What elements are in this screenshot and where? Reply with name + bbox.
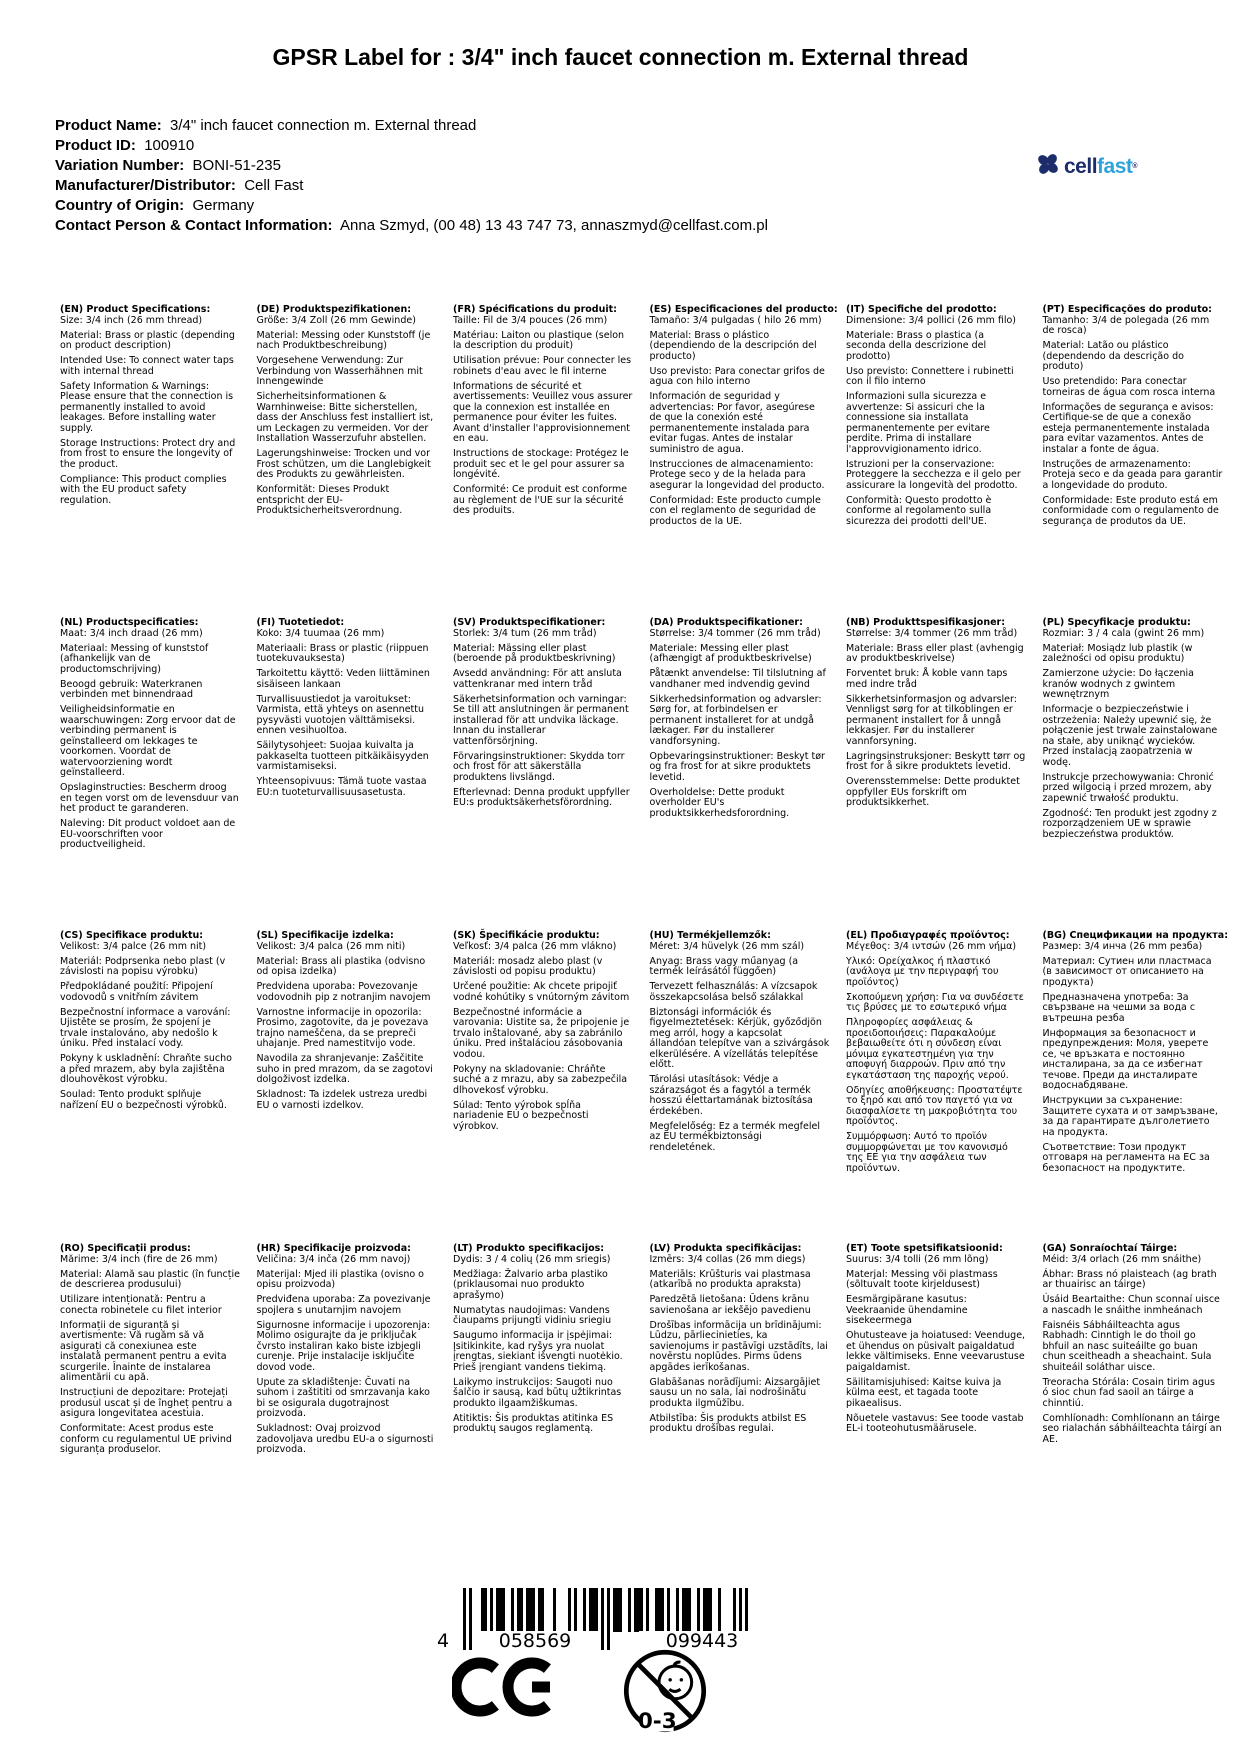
spec-paragraph: Dimensione: 3/4 pollici (26 mm filo) [846,314,1016,326]
spec-paragraph: Mărime: 3/4 inch (fire de 26 mm) [60,1253,218,1265]
language-spec-paragraphs [453,316,633,517]
spec-paragraph: Sigurnosne informacije i upozorenja: Molimo osigurajte da je priključak čvrsto instaliran kako biste izbjegli curenje. Prije instalacije isključite dovod vode. [256,1319,431,1373]
spec-paragraph: Drošības informācija un brīdinājumi: Lūdzu, pārliecinieties, ka savienojums ir pastāvīgi uzstādīts, lai novērstu noplūdes. Pirms ūdens apgādes ierīkošanas. [649,1319,828,1373]
spec-paragraph: Uso previsto: Para conectar grifos de agua con hilo interno [649,365,825,387]
spec-paragraph: Paredzētā lietošana: Ūdens krānu savienošana ar iekšējo pavedienu [649,1294,811,1316]
language-spec-paragraphs [60,1255,240,1456]
clover-icon [1036,152,1060,180]
spec-paragraph: Materiale: Brass o plastica (a seconda della descrizione del prodotto) [846,329,987,362]
product-info-line [55,216,955,236]
language-spec-cell [60,931,240,1244]
spec-paragraph: Материал: Сутиен или пластмаса (в зависимост от описанието на продукта) [1042,955,1212,988]
language-spec-heading: (PL) Specyfikacje produktu: [1042,617,1191,628]
spec-paragraph: Biztonsági információk és figyelmeztetések: Kérjük, győződjön meg arról, hogy a kapcsolat állandóan telepítve van a szivárgások elkerülésére. A vízellátás telepítése előtt. [649,1006,830,1070]
language-spec-paragraphs [650,629,830,820]
spec-paragraph: Predviđena uporaba: Za povezivanje spojlera s unutarnjim navojem [256,1294,431,1316]
spec-paragraph: Velikost: 3/4 palca (26 mm niti) [256,940,406,952]
spec-paragraph: Ábhar: Brass nó plaisteach (ag brath ar thuairisc an táirge) [1042,1268,1217,1290]
language-spec-heading: (HU) Termékjellemzők: [649,930,771,941]
language-spec-cell [1042,930,1229,1244]
product-info-block [55,116,955,236]
language-spec-paragraphs [60,629,240,851]
spec-paragraph: Informações de segurança e avisos: Certifique-se de que a conexão esteja permanentemente instalada para evitar vazamentos. Antes de instalar a fonte de água. [1042,401,1214,455]
language-spec-heading: (HR) Specifikacije proizvoda: [256,1243,411,1254]
spec-paragraph: Πληροφορίες ασφάλειας & προειδοποιήσεις: Παρακαλούμε βεβαιωθείτε ότι η σύνδεση είναι μόνιμα εγκατεστημένη για την αποφυγή διαρροών. Πριν από την εγκατάσταση της παροχής νερού. [846,1017,1009,1081]
spec-paragraph: Velikost: 3/4 palce (26 mm nit) [60,940,207,952]
language-spec-heading: (NB) Produkttspesifikasjoner: [846,617,1006,628]
logo-wordmark [1064,156,1137,177]
spec-paragraph: Μέγεθος: 3/4 ιντσών (26 mm νήμα) [846,940,1017,952]
spec-paragraph: Größe: 3/4 Zoll (26 mm Gewinde) [256,314,416,326]
spec-paragraph: Soulad: Tento produkt splňuje nařízení EU o bezpečnosti výrobků. [60,1089,227,1111]
language-spec-paragraphs [650,1255,830,1435]
spec-paragraph: Utilizare intenționată: Pentru a conecta robinetele cu filet interior [60,1294,222,1316]
spec-paragraph: Forventet bruk: Å koble vann taps med indre tråd [846,668,1008,690]
spec-paragraph: Eesmärgipärane kasutus: Veekraanide ühendamine sisekeermega [846,1294,968,1326]
language-spec-heading: (SV) Produktspecifikationer: [453,617,606,628]
spec-paragraph: Material: Latão ou plástico (dependendo da descrição do produto) [1042,340,1184,372]
spec-paragraph: Súlad: Tento výrobok spĺňa nariadenie EÚ o bezpečnosti výrobkov. [453,1099,589,1132]
language-spec-heading: (DE) Produktspezifikationen: [256,304,412,315]
spec-paragraph: Σκοπούμενη χρήση: Για να συνδέσετε τις βρύσες με το εσωτερικό νήμα [846,991,1024,1013]
spec-paragraph: Sikkerhedsinformation og advarsler: Sørg for, at forbindelsen er permanent installeret for at undgå lækager. Før du installerer vandforsyning. [649,693,822,747]
language-spec-cell [1043,305,1223,618]
spec-paragraph: Materiaali: Brass or plastic (riippuen tuotekuvauksesta) [256,642,429,664]
product-info-line [55,176,955,196]
spec-paragraph: Storage Instructions: Protect dry and from frost to ensure the longevity of the product. [60,437,236,470]
spec-paragraph: Taille: Fil de 3/4 pouces (26 mm) [453,314,608,326]
language-spec-cell [1043,1244,1223,1557]
product-info-value: Germany [192,197,255,214]
language-spec-cell [60,618,240,931]
spec-paragraph: Sicherheitsinformationen & Warnhinweise: Bitte sicherstellen, dass der Anschluss fest installiert ist, um Leckagen zu vermeiden. Vor der Installation Wasserzufuhr abstellen. [256,391,434,444]
spec-paragraph: Istruzioni per la conservazione: Proteggere la secchezza e il gelo per assicurare la longevità del prodotto. [846,458,1021,491]
language-spec-heading: (CS) Specifikace produktu: [60,930,204,941]
spec-paragraph: Atitiktis: Šis produktas atitinka ES produktų saugos reglamentą. [453,1412,614,1434]
spec-paragraph: Efterlevnad: Denna produkt uppfyller EU:s produktsäkerhetsförordning. [453,786,630,808]
spec-paragraph: Intended Use: To connect water taps with internal thread [60,355,234,377]
language-spec-heading: (SK) Špecifikácie produktu: [453,930,600,941]
spec-paragraph: Materiāls: Krūšturis vai plastmasa (atkarībā no produkta apraksta) [649,1268,811,1290]
spec-paragraph: Συμμόρφωση: Αυτό το προϊόν συμμορφώνεται με τον κανονισμό της ΕΕ για την ασφάλεια των προϊόντων. [846,1131,1008,1174]
spec-paragraph: Инструкции за съхранение: Защитете сухата и от замръзване, за да гарантирате дълголетието на продукта. [1042,1095,1218,1138]
spec-paragraph: Υλικό: Ορείχαλκος ή πλαστικό (ανάλογα με την περιγραφή του προϊόντος) [846,955,999,988]
spec-paragraph: Zgodność: Ten produkt jest zgodny z rozporządzeniem UE w sprawie bezpieczeństwa produktów. [1042,807,1217,840]
spec-paragraph: Lagerungshinweise: Trocken und vor Frost schützen, um die Langlebigkeit des Produkts zu gewährleisten. [256,448,431,480]
language-spec-heading: (RO) Specificații produs: [60,1243,191,1254]
barcode-left-digits: 058569 [472,1631,598,1651]
language-spec-heading: (ET) Toote spetsifikatsioonid: [846,1243,1003,1254]
spec-paragraph: Anyag: Brass vagy műanyag (a termék leírásától függően) [649,955,799,977]
product-info-value: BONI-51-235 [192,157,281,174]
language-spec-cell [453,931,633,1244]
spec-paragraph: Konformität: Dieses Produkt entspricht der EU-Produktsicherheitsverordnung. [256,484,403,516]
language-spec-heading: (DA) Produktspecifikationer: [649,617,803,628]
language-spec-paragraphs [257,316,437,517]
language-spec-paragraphs [453,942,633,1133]
spec-paragraph: Bezpečnostné informácie a varovania: Uistite sa, že pripojenie je trvalo inštalované, aby sa zabránilo úniku. Pred inštaláciou zásobovania vodou. [453,1006,630,1060]
ean13-barcode [437,1588,739,1656]
spec-paragraph: Informacje o bezpieczeństwie i ostrzeżenia: Należy upewnić się, że połączenie jest trwale zainstalowane na stałe, aby uniknąć wycieków. Przed instalacją zaopatrzenia w wodę. [1042,704,1218,768]
product-info-value: Anna Szmyd, (00 48) 13 43 747 73, annaszmyd@cellfast.com.pl [340,217,768,234]
spec-paragraph: Overholdelse: Dette produkt overholder EU's produktsikkerhedsforordning. [649,786,790,819]
spec-paragraph: Treoracha Stórála: Cosain tirim agus ó sioc chun fad saoil an táirge a chinntiú. [1042,1376,1215,1409]
spec-paragraph: Izmērs: 3/4 collas (26 mm diegs) [649,1253,806,1265]
spec-paragraph: Matériau: Laiton ou plastique (selon la description du produit) [453,329,625,351]
spec-paragraph: Upute za skladištenje: Čuvati na suhom i zaštititi od smrzavanja kako bi se osigurala dugotrajnost proizvoda. [256,1376,430,1419]
spec-paragraph: Suurus: 3/4 tolli (26 mm lõng) [846,1253,989,1265]
spec-paragraph: Faisnéis Sábháilteachta agus Rabhadh: Cinntigh le do thoil go bhfuil an nasc suiteáilte go buan chun sceitheadh a sheachaint. Sula shuiteáil soláthar uisce. [1042,1319,1212,1373]
spec-paragraph: Skladnost: Ta izdelek ustreza uredbi EU o varnosti izdelkov. [256,1089,428,1111]
spec-paragraph: Yhteensopivuus: Tämä tuote vastaa EU:n tuoteturvallisuusasetusta. [256,776,427,798]
language-spec-paragraphs [257,1255,437,1456]
language-spec-cell [650,931,830,1244]
spec-paragraph: Materijal: Mjed ili plastika (ovisno o opisu proizvoda) [256,1268,424,1290]
spec-paragraph: Glabāšanas norādījumi: Aizsargājiet sausu un no sala, lai nodrošinātu produkta ilgmūžību. [649,1376,821,1409]
spec-paragraph: Zamierzone użycie: Do łączenia kranów wodnych z gwintem wewnętrznym [1042,668,1194,700]
ce-mark-icon [452,1656,564,1722]
spec-paragraph: Veľkosť: 3/4 palca (26 mm vlákno) [453,940,617,952]
language-spec-paragraphs [1043,316,1223,528]
language-spec-heading: (GA) Sonraíochtaí Táirge: [1042,1243,1178,1254]
product-info-value: 100910 [144,137,195,154]
language-spec-paragraphs [257,629,437,799]
spec-paragraph: Material: Brass o plástico (dependiendo de la descripción del producto) [649,329,817,362]
spec-paragraph: Materiał: Mosiądz lub plastik (w zależności od opisu produktu) [1042,642,1193,664]
language-spec-heading: (LV) Produkta specifikācijas: [649,1243,802,1254]
spec-paragraph: Material: Alamă sau plastic (în funcție de descrierea produsului) [60,1268,240,1290]
spec-paragraph: Beoogd gebruik: Waterkranen verbinden met binnendraad [60,678,203,700]
spec-paragraph: Uso pretendido: Para conectar torneiras de água com rosca interna [1042,376,1216,398]
spec-paragraph: Informations de sécurité et avertissements: Veuillez vous assurer que la connexion est installée en permanence pour éviter les fuites. Avant d'installer l'approvisionnement en eau. [453,380,633,444]
spec-paragraph: Størrelse: 3/4 tommer (26 mm tråd) [846,627,1018,639]
language-spec-cell [846,618,1026,931]
spec-paragraph: Tamaño: 3/4 pulgadas ( hilo 26 mm) [649,314,822,326]
spec-paragraph: Materiaal: Messing of kunststof (afhankelijk van de productomschrijving) [60,642,209,675]
cellfast-logo [1036,152,1137,180]
spec-paragraph: Veiligheidsinformatie en waarschuwingen: Zorg ervoor dat de verbinding permanent is geïnstalleerd om lekkages te voorkomen. Voordat de watervoorziening wordt geïnstalleerd. [60,704,236,778]
language-spec-cell [650,618,830,931]
spec-paragraph: Maat: 3/4 inch draad (26 mm) [60,627,203,639]
spec-paragraph: Предназначена употреба: За свързване на чешми за вода с вътрешна резба [1042,991,1196,1024]
spec-paragraph: Sukladnost: Ovaj proizvod zadovoljava uredbu EU-a o sigurnosti proizvoda. [256,1423,434,1455]
spec-paragraph: Material: Messing oder Kunststoff (je nach Produktbeschreibung) [256,329,431,351]
language-spec-heading: (NL) Productspecificaties: [60,617,199,628]
spec-paragraph: Lagringsinstruksjoner: Beskytt tørr og frost for å sikre produktets levetid. [846,750,1026,772]
spec-paragraph: Conformité: Ce produit est conforme au règlement de l'UE sur la sécurité des produits. [453,484,628,516]
product-info-value: Cell Fast [244,177,304,194]
spec-paragraph: Navodila za shranjevanje: Zaščitite suho in pred mrazom, da se zagotovi dolgoživost izdelka. [256,1053,433,1085]
spec-paragraph: Compliance: This product complies with the EU product safety regulation. [60,473,227,506]
spec-paragraph: Material: Brass or plastic (depending on product description) [60,329,235,351]
spec-paragraph: Predvidena uporaba: Povezovanje vodovodnih pip z notranjim navojem [256,981,431,1003]
language-spec-cell [453,1244,633,1557]
language-spec-cell [453,305,633,618]
language-spec-heading: (PT) Especificações do produto: [1042,304,1212,315]
spec-paragraph: Koko: 3/4 tuumaa (26 mm) [256,627,385,639]
language-spec-paragraphs [650,316,830,528]
language-spec-paragraphs [846,629,1026,809]
spec-paragraph: Conformidad: Este producto cumple con el reglamento de seguridad de productos de la UE. [649,494,821,527]
spec-paragraph: Varnostne informacije in opozorila: Prosimo, zagotovite, da je povezava trajno nameščena, da se prepreči uhajanje. Pred namestitvijo vode. [256,1006,429,1049]
spec-paragraph: Conformitate: Acest produs este conform cu regulamentul UE privind siguranța produselor. [60,1423,232,1455]
language-spec-cell [649,304,838,618]
spec-paragraph: Nõuetele vastavus: See toode vastab EL-i tooteohutusmäärusele. [846,1412,1024,1434]
spec-paragraph: Ohutusteave ja hoiatused: Veenduge, et ühendus on püsivalt paigaldatud lekke vältimiseks. Enne veevarustuse paigaldamist. [846,1330,1026,1373]
product-info-label: Country of Origin: [55,197,185,214]
logo-cell-text: cell [1064,154,1098,178]
spec-paragraph: Instructions de stockage: Protégez le produit sec et le gel pour assurer sa longévité. [453,448,629,480]
language-spec-paragraphs [1043,942,1223,1175]
spec-paragraph: Vorgesehene Verwendung: Zur Verbindung von Wasserhähnen mit Innengewinde [256,355,423,387]
product-info-label: Manufacturer/Distributor: [55,177,236,194]
spec-paragraph: Naleving: Dit product voldoet aan de EU-voorschriften voor productveiligheid. [60,818,236,850]
barcode-right-digits: 099443 [639,1631,765,1651]
spec-paragraph: Safety Information & Warnings: Please ensure that the connection is permanently installed to avoid leakages. Before installing water supply. [60,380,234,434]
language-spec-paragraphs [846,316,1026,528]
spec-paragraph: Bezpečnostní informace a varování: Ujistěte se prosím, že spojení je trvale instalováno, aby nedošlo k úniku. Před instalací vody. [60,1006,231,1049]
barcode-first-digit: 4 [437,1630,450,1652]
spec-paragraph: Turvallisuustiedot ja varoitukset: Varmista, että yhteys on asennettu pysyvästi vuotojen välttämiseksi. ennen vesihuoltoa. [256,693,425,736]
spec-paragraph: Materjal: Messing või plastmass (sõltuvalt toote kirjeldusest) [846,1268,998,1290]
language-spec-heading: (FR) Spécifications du produit: [453,304,617,315]
product-info-line [55,116,955,136]
language-spec-paragraphs [1043,629,1223,841]
spec-paragraph: Rozmiar: 3 / 4 cala (gwint 26 mm) [1042,627,1205,639]
spec-paragraph: Atbilstība: Šis produkts atbilst ES produktu drošības regulai. [649,1412,807,1434]
spec-paragraph: Overensstemmelse: Dette produktet oppfyller EUs forskrift om produktsikkerhet. [846,776,1020,808]
spec-paragraph: Informații de siguranță și avertismente: Vă rugăm să vă asigurați că conexiunea este instalată permanent pentru a evita scurgerile. Înainte de instalarea alimentării cu apă. [60,1319,227,1383]
spec-paragraph: Dydis: 3 / 4 colių (26 mm sriegis) [453,1253,611,1265]
registered-trademark-icon: ® [1132,162,1138,170]
spec-paragraph: Instruções de armazenamento: Proteja seco e da geada para garantir a longevidade do produto. [1042,458,1223,491]
language-spec-paragraphs [1043,1255,1223,1446]
language-spec-heading: (FI) Tuotetiedot: [256,617,345,628]
spec-paragraph: Tarkoitettu käyttö: Veden liittäminen sisäiseen lankaan [256,668,430,690]
spec-paragraph: Uso previsto: Connettere i rubinetti con il filo interno [846,365,1014,387]
spec-paragraph: Saugumo informacija ir įspėjimai: Įsitikinkite, kad ryšys yra nuolat įrengtas, siekiant išvengti nuotėkio. Prieš įrengiant vandens tiekimą. [453,1330,623,1373]
spec-paragraph: Megfelelőség: Ez a termék megfelel az EU termékbiztonsági rendeletének. [649,1120,820,1153]
language-spec-heading: (IT) Specifiche del prodotto: [846,304,997,315]
language-spec-heading: (BG) Спецификации на продукта: [1042,930,1229,941]
spec-paragraph: Förvaringsinstruktioner: Skydda torr och frost för att säkerställa produktens livslängd. [453,750,625,783]
spec-paragraph: Veličina: 3/4 inča (26 mm navoj) [256,1253,411,1265]
spec-paragraph: Säilytysohjeet: Suojaa kuivalta ja pakkaselta tuotteen pitkäikäisyyden varmistamiseksi. [256,740,429,772]
product-info-label: Product ID: [55,137,136,154]
spec-paragraph: Avsedd användning: För att ansluta vattenkranar med intern tråd [453,668,622,690]
spec-paragraph: Säkerhetsinformation och varningar: Se till att anslutningen är permanent installerad för att undvika läckage. Innan du installerar vattenförsörjning. [453,693,629,747]
product-info-line [55,156,955,176]
language-spec-paragraphs [453,1255,633,1435]
spec-paragraph: Påtænkt anvendelse: Til tilslutning af vandhaner med indvendig gevind [649,668,826,690]
language-spec-heading: (ES) Especificaciones del producto: [649,304,838,315]
language-spec-cell [60,1244,240,1557]
age-warning-text: 0-3 [637,1708,677,1734]
language-spec-cell [60,305,240,618]
spec-paragraph: Určené použitie: Ak chcete pripojiť vodné kohútiky s vnútorným závitom [453,981,630,1003]
language-spec-cell [1043,618,1223,931]
language-spec-cell [650,1244,830,1557]
product-info-label: Variation Number: [55,157,185,174]
spec-paragraph: Instrucciones de almacenamiento: Protege seco y de la helada para asegurar la longevidad del producto. [649,458,825,491]
language-spec-cell [257,618,437,931]
spec-paragraph: Numatytas naudojimas: Vandens čiaupams prijungti vidiniu sriegiu [453,1304,612,1326]
language-spec-paragraphs [846,942,1026,1175]
spec-paragraph: Comhlíonadh: Comhlíonann an táirge seo rialachán sábháilteachta táirgí an AE. [1042,1412,1222,1445]
product-info-line [55,136,955,156]
language-spec-cell [846,1244,1026,1557]
spec-paragraph: Material: Brass ali plastika (odvisno od opisa izdelka) [256,955,426,977]
spec-paragraph: Méid: 3/4 orlach (26 mm snáithe) [1042,1253,1202,1265]
language-spec-cell [257,305,437,618]
spec-paragraph: Pokyny na skladovanie: Chráňte suché a z mrazu, aby sa zabezpečila dlhovekosť výrobku. [453,1063,628,1096]
page-title: GPSR Label for : 3/4" inch faucet connection m. External thread [272,44,969,70]
logo-fast-text: fast [1097,154,1133,178]
age-warning-0-3-icon [622,1648,708,1738]
spec-paragraph: Materiál: mosadz alebo plast (v závislosti od popisu produktu) [453,955,603,977]
spec-paragraph: Instrucțiuni de depozitare: Protejați produsul uscat și de îngheț pentru a asigura longevitatea acestuia. [60,1387,233,1419]
spec-paragraph: Size: 3/4 inch (26 mm thread) [60,314,203,326]
spec-paragraph: Materiale: Brass eller plast (avhengig av produktbeskrivelse) [846,642,1024,664]
spec-paragraph: Οδηγίες αποθήκευσης: Προστατέψτε το ξηρό και από τον παγετό για να διασφαλίσετε τη μακροβιότητα του προϊόντος. [846,1084,1023,1127]
language-spec-cell [257,931,437,1244]
language-spec-paragraphs [453,629,633,809]
product-info-label: Contact Person & Contact Information: [55,217,333,234]
spec-paragraph: Utilisation prévue: Pour connecter les robinets d'eau avec le fil interne [453,355,632,377]
spec-paragraph: Opbevaringsinstruktioner: Beskyt tør og fra frost for at sikre produktets levetid. [649,750,825,783]
spec-paragraph: Pokyny k uskladnění: Chraňte sucho a před mrazem, aby byla zajištěna dlouhověkost výrobku. [60,1053,232,1085]
language-spec-cell [846,931,1026,1244]
spec-paragraph: Opslaginstructies: Bescherm droog en tegen vorst om de levensduur van het product te garanderen. [60,782,239,814]
language-spec-heading: (EN) Product Specifications: [60,304,211,315]
language-spec-cell [257,1244,437,1557]
spec-paragraph: Material: Mässing eller plast (beroende på produktbeskrivning) [453,642,616,664]
spec-paragraph: Tervezett felhasználás: A vízcsapok összekapcsolása belső szálakkal [649,981,818,1003]
language-spec-cell [453,618,633,931]
product-info-line [55,196,955,216]
spec-paragraph: Tárolási utasítások: Védje a szárazságot és a fagytól a termék hosszú élettartamának biztosítása érdekében. [649,1074,813,1117]
language-spec-heading: (EL) Προδιαγραφές προϊόντος: [846,930,1010,941]
language-spec-paragraphs [650,942,830,1154]
spec-paragraph: Úsáid Beartaithe: Chun sconnaí uisce a nascadh le snáithe inmheánach [1042,1294,1220,1316]
language-specifications-grid [60,305,1239,1557]
spec-paragraph: Medžiaga: Žalvario arba plastiko (priklausomai nuo produkto aprašymo) [453,1268,608,1301]
spec-paragraph: Materiál: Podprsenka nebo plast (v závislosti na popisu výrobku) [60,955,226,977]
spec-paragraph: Tamanho: 3/4 de polegada (26 mm de rosca) [1042,314,1210,336]
spec-paragraph: Storlek: 3/4 tum (26 mm tråd) [453,627,597,639]
language-spec-paragraphs [257,942,437,1112]
spec-paragraph: Informazioni sulla sicurezza e avvertenze: Si assicuri che la connessione sia installata permanentemente per evitare perdite. Prima di installare l'approvvigionamento idrico. [846,391,990,455]
spec-paragraph: Méret: 3/4 hüvelyk (26 mm szál) [649,940,805,952]
spec-paragraph: Información de seguridad y advertencias: Por favor, asegúrese de que la conexión esté permanentemente instalada para evitar fugas. Antes de instalar suministro de agua. [649,391,815,455]
spec-paragraph: Sikkerhetsinformasjon og advarsler: Vennligst sørg for at tilkoblingen er permanent installert for å unngå lekkasjer. Før du installerer vannforsyning. [846,693,1017,747]
language-spec-cell [846,305,1026,618]
spec-paragraph: Laikymo instrukcijos: Saugoti nuo šalčio ir sausą, kad būtų užtikrintas produkto ilgaamžiškumas. [453,1376,622,1409]
language-spec-heading: (SL) Specifikacije izdelka: [256,930,394,941]
spec-paragraph: Størrelse: 3/4 tommer (26 mm tråd) [649,627,821,639]
language-spec-paragraphs [60,942,240,1112]
spec-paragraph: Размер: 3/4 инча (26 mm резба) [1042,940,1203,952]
spec-paragraph: Съответствие: Този продукт отговаря на регламента на ЕС за безопасност на продуктите. [1042,1141,1210,1174]
spec-paragraph: Předpokládané použití: Připojení vodovodů s vnitřním závitem [60,981,213,1003]
spec-paragraph: Conformidade: Este produto está em conformidade com o regulamento de segurança de produtos da UE. [1042,494,1219,527]
product-info-label: Product Name: [55,117,162,134]
product-info-value: 3/4" inch faucet connection m. External thread [170,117,477,134]
language-spec-heading: (LT) Produkto specifikacijos: [453,1243,605,1254]
spec-paragraph: Информация за безопасност и предупреждения: Моля, уверете се, че връзката е постоянно инсталирана, за да се избегнат течове. Преди да инсталирате водоснабдяване. [1042,1027,1209,1091]
spec-paragraph: Säilitamisjuhised: Kaitse kuiva ja külma eest, et tagada toote pikaealisus. [846,1376,1002,1409]
language-spec-paragraphs [60,316,240,507]
spec-paragraph: Instrukcje przechowywania: Chronić przed wilgocią i przed mrozem, aby zapewnić trwałość produktu. [1042,771,1214,804]
spec-paragraph: Conformità: Questo prodotto è conforme al regolamento sulla sicurezza dei prodotti dell'UE. [846,494,992,527]
language-spec-paragraphs [846,1255,1026,1435]
spec-paragraph: Materiale: Messing eller plast (afhængigt af produktbeskrivelse) [649,642,812,664]
